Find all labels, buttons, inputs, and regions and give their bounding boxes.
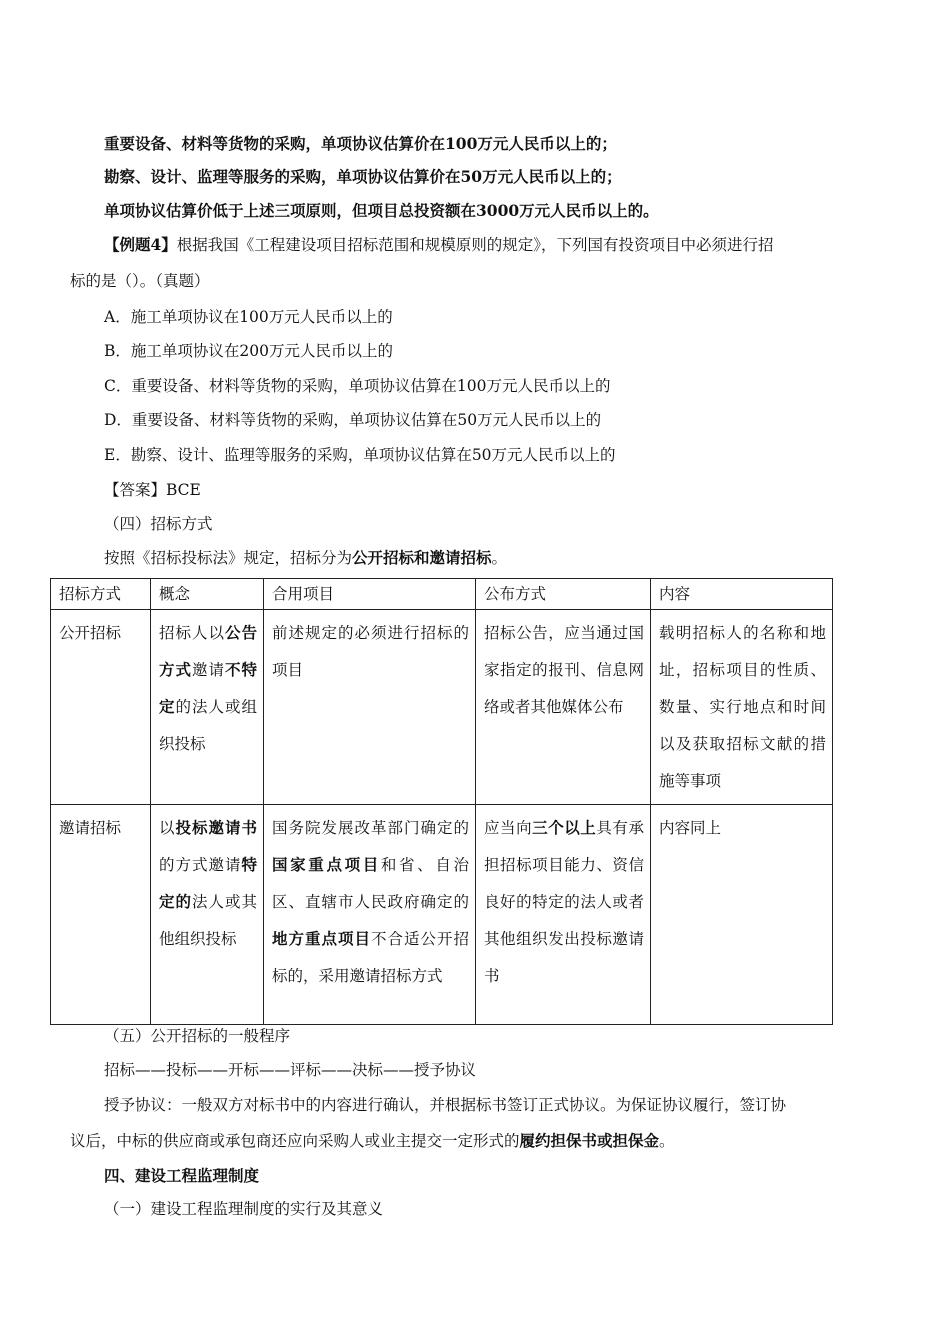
scope-text: 国务院发展改革部门确定的 — [272, 819, 469, 837]
example-tag: 【例题4】 — [104, 235, 177, 254]
concept-bold: 特定的 — [159, 856, 257, 911]
tender-intro-bold: 公开招标和邀请招标 — [352, 549, 492, 567]
option-d: D．重要设备、材料等货物的采购，单项协议估算在50万元人民币以上的 — [104, 411, 602, 429]
tender-intro — [104, 547, 507, 569]
publish-cell — [476, 805, 651, 1025]
concept-text: 的法人或组织投标 — [159, 698, 257, 753]
procedure-flow: 招标——投标——开标——评标——决标——授予协议 — [104, 1061, 477, 1079]
concept-text: 法人或其他组织投标 — [159, 893, 257, 948]
concept-text: 招标人以 — [159, 624, 225, 642]
award-paragraph-cont — [70, 1130, 675, 1152]
rule-line-goods: 重要设备、材料等货物的采购，单项协议估算价在100万元人民币以上的； — [104, 134, 617, 153]
award-end: 。 — [659, 1132, 675, 1150]
rule-line-total-investment: 单项协议估算价低于上述三项原则，但项目总投资额在3000万元人民币以上的。 — [104, 201, 659, 220]
publish-text: 具有承担招标项目能力、资信良好的特定的法人或者其他组织发出投标邀请书 — [484, 819, 644, 985]
scope-cell — [264, 805, 476, 1025]
concept-cell — [151, 610, 264, 805]
table-header-cell: 内容 — [651, 579, 833, 610]
scope-bold: 地方重点项目 — [272, 930, 371, 948]
concept-bold: 投标邀请书 — [175, 819, 257, 837]
example-text: 根据我国《工程建设项目招标范围和规模原则的规定》，下列国有投资项目中必须进行招 — [176, 236, 774, 254]
content-cell: 载明招标人的名称和地址，招标项目的性质、数量、实行地点和时间以及获取招标文献的措施等事项 — [651, 610, 833, 805]
scope-text: 不合适公开招标的，采用邀请招标方式 — [272, 930, 469, 985]
option-e: E．勘察、设计、监理等服务的采购，单项协议估算在50万元人民币以上的 — [104, 446, 616, 464]
section-heading-5: （五）公开招标的一般程序 — [104, 1027, 291, 1045]
concept-text: 的方式邀请 — [159, 856, 242, 874]
concept-text: 以 — [159, 819, 176, 837]
award-text: 议后，中标的供应商或承包商还应向采购人或业主提交一定形式的 — [70, 1132, 520, 1150]
publish-text: 应当向 — [484, 819, 533, 837]
content-cell: 内容同上 — [651, 805, 833, 1025]
scope-text: 和省、自治区、直辖市人民政府确定的 — [272, 856, 469, 911]
concept-cell — [151, 805, 264, 1025]
scope-cell: 前述规定的必须进行招标的项目 — [264, 610, 476, 805]
award-paragraph: 授予协议：一般双方对标书中的内容进行确认，并根据标书签订正式协议。为保证协议履行，签订协 — [104, 1096, 787, 1114]
tender-intro-text: 按照《招标投标法》规定，招标分为 — [104, 549, 353, 567]
table-header-cell: 招标方式 — [51, 579, 151, 610]
tender-intro-end: 。 — [491, 549, 508, 567]
concept-text: 邀请 — [191, 661, 225, 679]
publish-cell: 招标公告，应当通过国家指定的报刊、信息网络或者其他媒体公布 — [476, 610, 651, 805]
table-header-cell: 概念 — [151, 579, 264, 610]
table-header-cell: 公布方式 — [476, 579, 651, 610]
table-header-row — [51, 579, 833, 610]
section-heading-4: （四）招标方式 — [104, 515, 213, 533]
example-question-cont: 标的是（）。（真题） — [70, 272, 210, 290]
answer: 【答案】BCE — [104, 481, 201, 499]
publish-bold: 三个以上 — [532, 819, 597, 837]
rule-line-services: 勘察、设计、监理等服务的采购，单项协议估算价在50万元人民币以上的； — [104, 167, 622, 186]
concept-bold: 不特定 — [159, 661, 257, 716]
table-row-open-tender — [51, 610, 833, 805]
tender-type-cell: 公开招标 — [51, 610, 151, 805]
award-bold: 履约担保书或担保金 — [519, 1132, 660, 1150]
option-c: C．重要设备、材料等货物的采购，单项协议估算在100万元人民币以上的 — [104, 377, 611, 395]
subsection-heading: （一）建设工程监理制度的实行及其意义 — [104, 1200, 384, 1218]
option-a: A．施工单项协议在100万元人民币以上的 — [104, 308, 393, 326]
tender-methods-table — [50, 578, 833, 1025]
option-b: B．施工单项协议在200万元人民币以上的 — [104, 342, 393, 360]
scope-bold: 国家重点项目 — [272, 856, 381, 874]
table-row-invite-tender — [51, 805, 833, 1025]
table-header-cell: 合用项目 — [264, 579, 476, 610]
tender-type-cell: 邀请招标 — [51, 805, 151, 1025]
concept-bold: 公告方式 — [159, 624, 257, 679]
example-question — [104, 234, 774, 256]
chapter-heading-supervision: 四、建设工程监理制度 — [104, 1166, 260, 1185]
